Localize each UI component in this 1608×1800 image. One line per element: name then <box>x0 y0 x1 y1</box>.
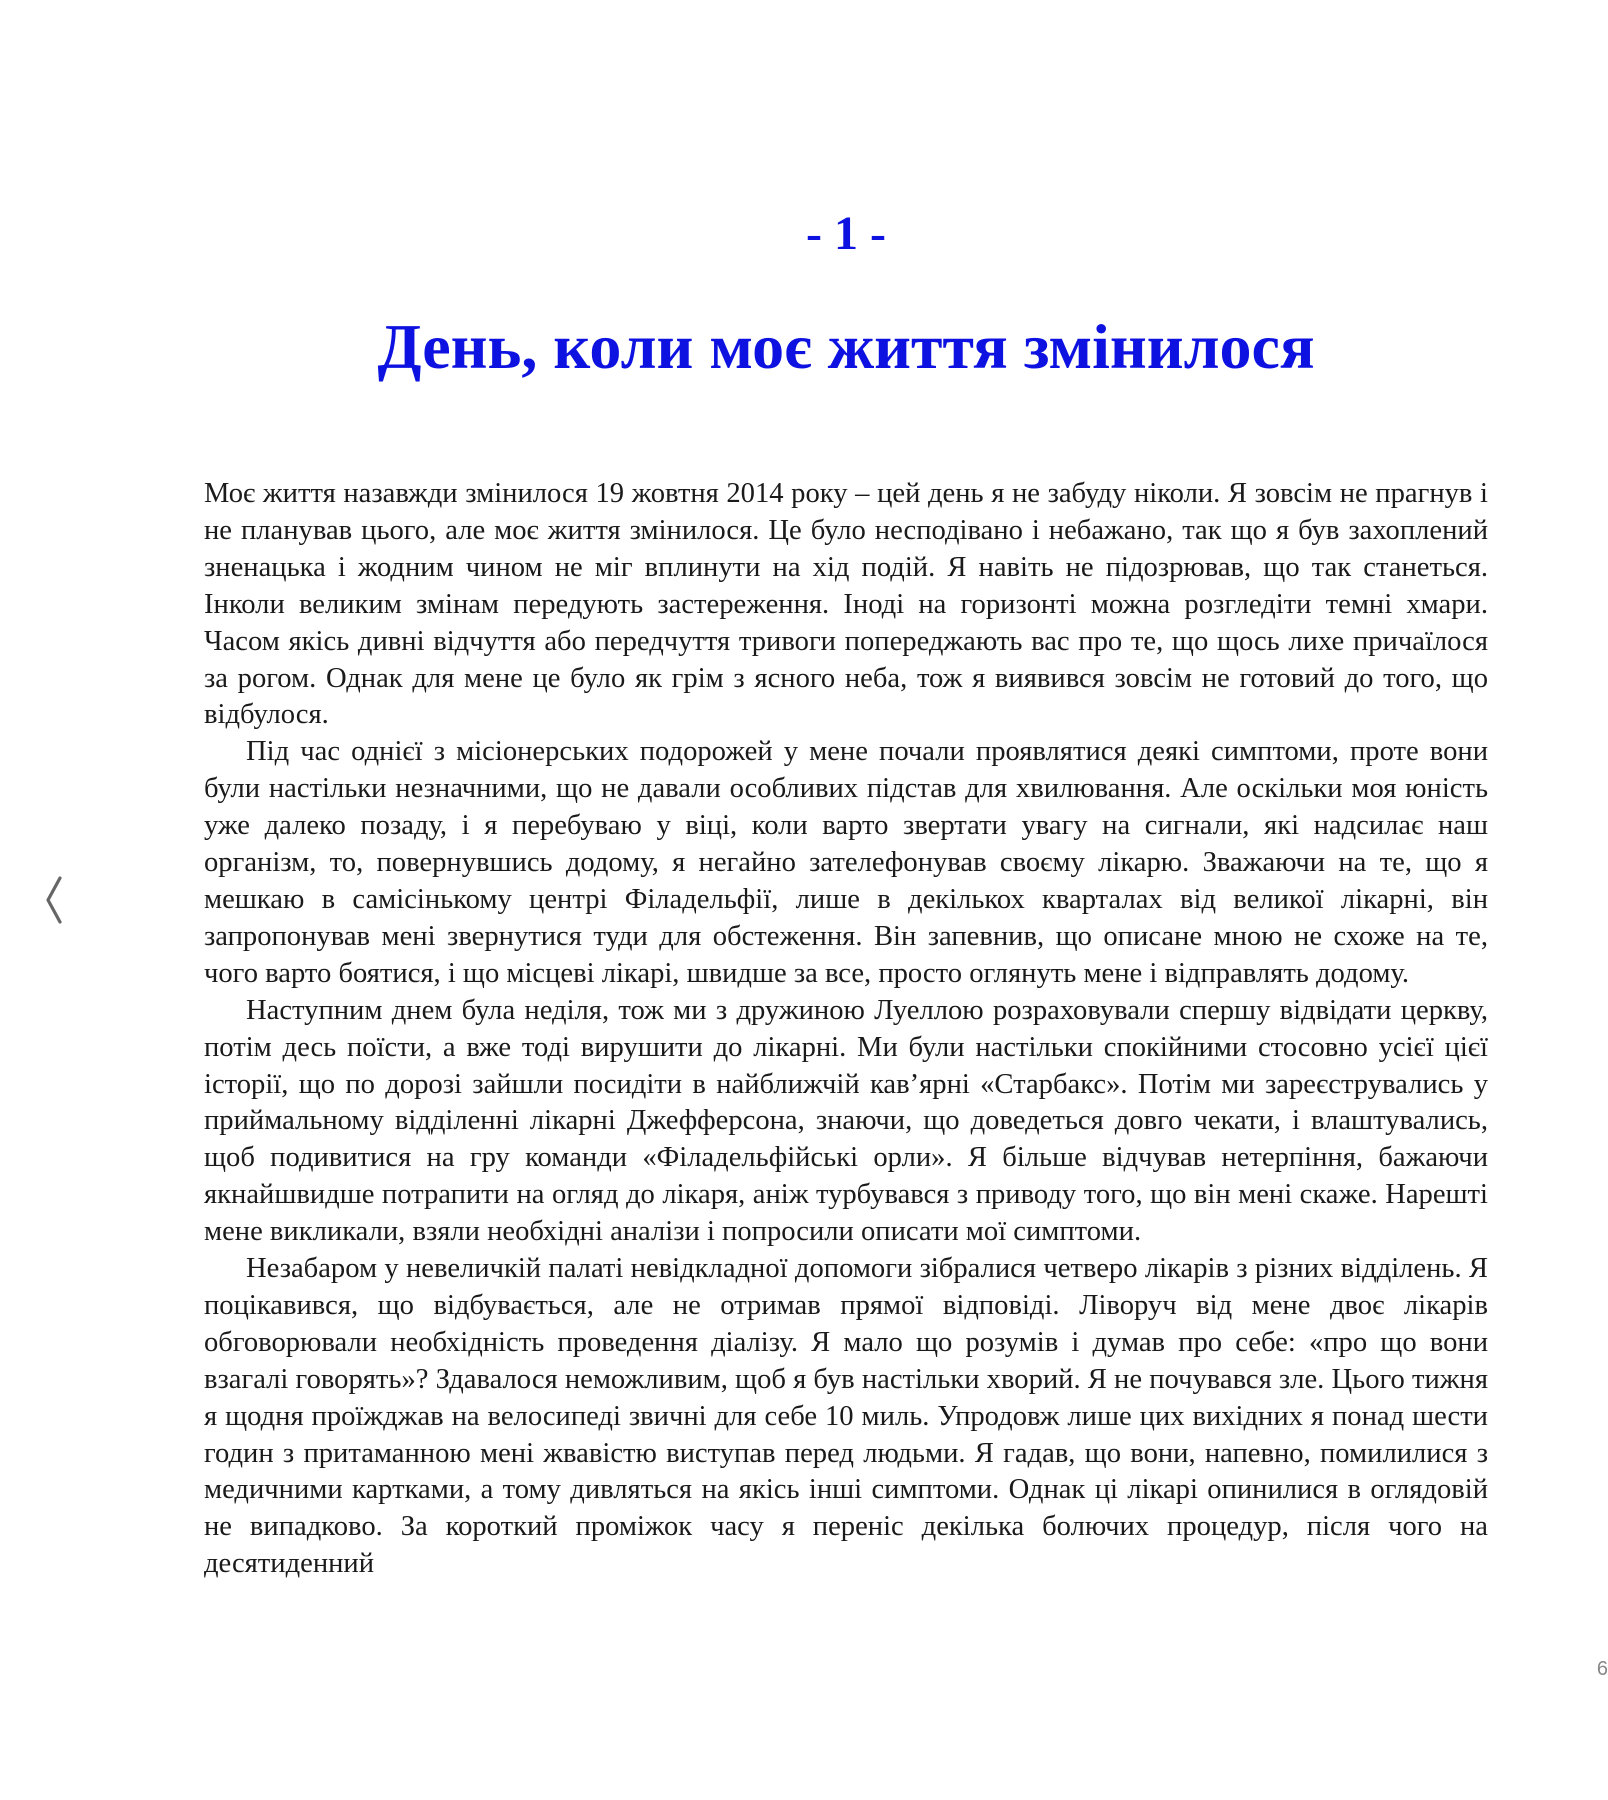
paragraph: Під час однієї з місіонерських подорожей у мене почали проявлятися деякі симптоми, проте вони були настільки незначними, що не давали особливих підстав для хвилювання. Але оскільки моя юність уже далеко позаду, і я перебуваю у віці, коли варто звертати увагу на сигнали, які надсилає наш організм, то, повернувшись додому, я негайно зателефонував своєму лікарю. Зважаючи на те, що я мешкаю в самісінькому центрі Філадельфії, лише в декількох кварталах від великої лікарні, він запропонував мені звернутися туди для обстеження. Він запевнив, що описане мною не схоже на те, чого варто боятися, і що місцеві лікарі, швидше за все, просто оглянуть мене і відправлять додому. <box>204 736 1488 989</box>
paragraph: Наступним днем була неділя, тож ми з дружиною Луеллою розраховували спершу відвідати церкву, потім десь поїсти, а вже тоді вирушити до лікарні. Ми були настільки спокійними стосовно усієї цієї історії, що по дорозі зайшли посидіти в найближчій кав’ярні «Старбакс». Потім ми зареєструвались у приймальному відділенні лікарні Джефферсона, знаючи, що доведеться довго чекати, і влаштувались, щоб подивитися на гру команди «Філадельфійські орли». Я більше відчував нетерпіння, бажаючи якнайшвидше потрапити на огляд до лікаря, аніж турбувався з приводу того, що він мені скаже. Нарешті мене викликали, взяли необхідні аналізи і попросили описати мої симптоми. <box>204 994 1488 1248</box>
paragraph: Незабаром у невеличкій палаті невідкладної допомоги зібралися четверо лікарів з різних відділень. Я поцікавився, що відбувається, але не отримав прямої відповіді. Ліворуч від мене двоє лікарів обговорювали необхідність проведення діалізу. Я мало що розумів і думав про себе: «про що вони взагалі говорять»? Здавалося неможливим, щоб я був настільки хворий. Я не почувався зле. Цього тижня я щодня проїжджав на велосипеді звичні для себе 10 миль. Упродовж лише цих вихідних я понад шести годин з притаманною мені жвавістю виступав перед людьми. Я гадав, що вони, напевно, помилилися з медичними картками, а тому дивляться на якісь інші симптоми. Однак ці лікарі опинилися в оглядовій не випадково. За короткий проміжок часу я переніс декілька болючих процедур, після чого на десятиденний <box>204 1253 1488 1580</box>
previous-page-button[interactable] <box>40 872 70 928</box>
page-number: 6 <box>1596 1658 1608 1680</box>
chapter-title: День, коли моє життя змінилося <box>377 311 1315 382</box>
chapter-number: - 1 - <box>806 207 886 260</box>
paragraph: Моє життя назавжди змінилося 19 жовтня 2014 року – цей день я не забуду ніколи. Я зовсім не прагнув і не планував цього, але моє життя змінилося. Це було несподівано і небажано, так що я був захоплений зненацька і жодним чином не міг вплинути на хід подій. Я навіть не підозрював, що так станеться. Інколи великим змінам передують застереження. Іноді на горизонті можна розгледіти темні хмари. Часом якісь дивні відчуття або передчуття тривоги попереджають вас про те, що щось лихе причаїлося за рогом. Однак для мене це було як грім з ясного неба, тож я виявився зовсім не готовий до того, що відбулося. <box>204 478 1488 731</box>
chevron-left-icon <box>40 872 70 928</box>
chapter-body <box>204 476 1488 1583</box>
